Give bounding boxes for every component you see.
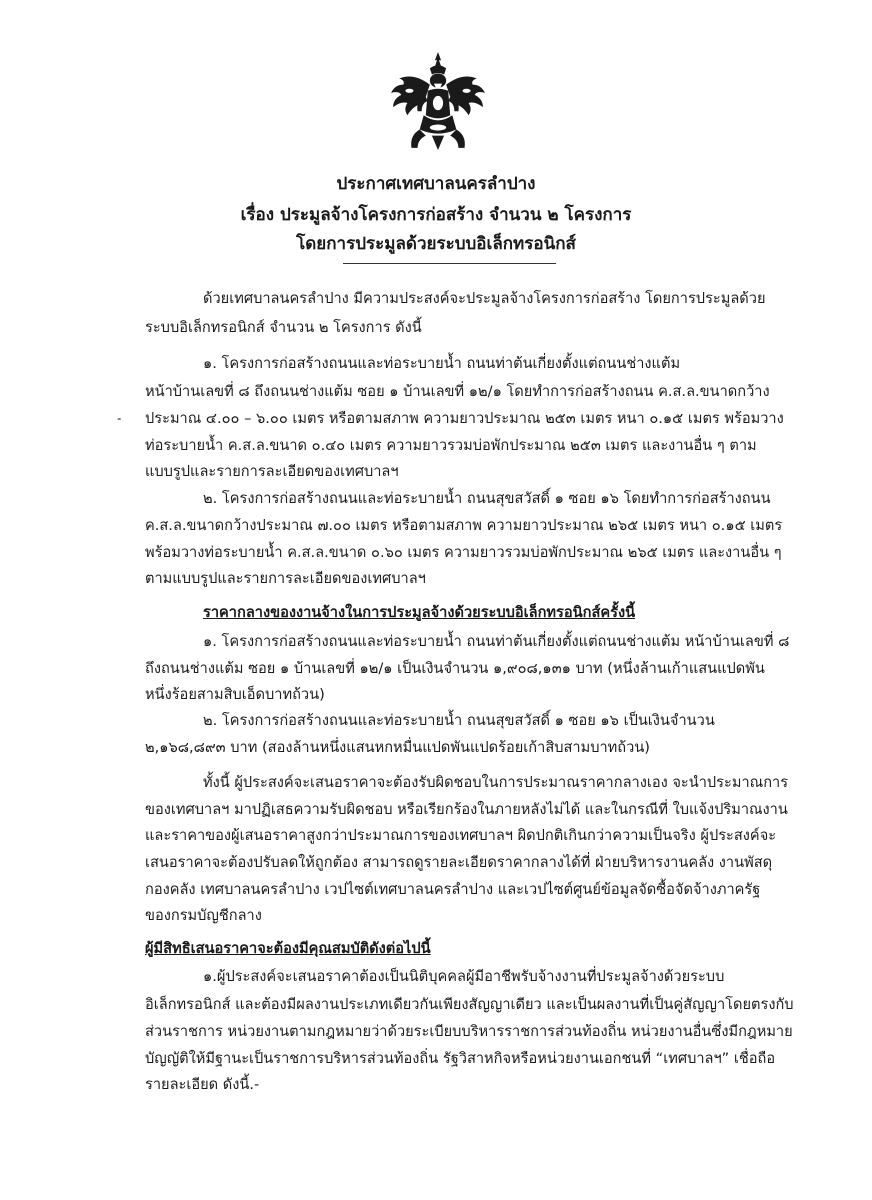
project-1-line: ท่อระบายน้ำ ค.ส.ล.ขนาด ๐.๔๐ เมตร ความยาวรวมบ่อพักประมาณ ๒๕๓ เมตร และงานอื่น ๆ ตาม — [145, 437, 757, 454]
disclaimer-line: ของกรมบัญชีกลาง — [145, 907, 262, 924]
intro-line: ด้วยเทศบาลนครลำปาง มีความประสงค์จะประมูลจ้างโครงการก่อสร้าง โดยการประมูลด้วย — [203, 290, 766, 307]
price-2-line: ๒. โครงการก่อสร้างถนนและท่อระบายน้ำ ถนนสุขสวัสดิ์ ๑ ซอย ๑๖ เป็นเงินจำนวน — [203, 712, 715, 729]
announcement-title: ประกาศเทศบาลนครลำปาง — [336, 174, 536, 194]
disclaimer-line: กองคลัง เทศบาลนครลำปาง เวปไซต์เทศบาลนครลำปาง และเวปไซต์ศูนย์ข้อมูลจัดซื้อจัดจ้างภาครัฐ — [145, 881, 761, 898]
price-heading: ราคากลางของงานจ้างในการประมูลจ้างด้วยระบบอิเล็กทรอนิกส์ครั้งนี้ — [203, 604, 636, 621]
qualification-line: รายละเอียด ดังนี้.- — [145, 1076, 260, 1093]
header-divider — [343, 263, 556, 264]
announcement-method: โดยการประมูลด้วยระบบอิเล็กทรอนิกส์ — [296, 234, 576, 254]
project-1-line: ประมาณ ๔.๐๐ – ๖.๐๐ เมตร หรือตามสภาพ ความยาวประมาณ ๒๕๓ เมตร หนา ๐.๑๕ เมตร พร้อมวาง — [145, 410, 784, 427]
intro-line: ระบบอิเล็กทรอนิกส์ จำนวน ๒ โครงการ ดังนี้ — [145, 319, 422, 336]
price-1-line: ๑. โครงการก่อสร้างถนนและท่อระบายน้ำ ถนนท่าต้นเกี่ยงตั้งแต่ถนนช่างแต้ม หน้าบ้านเลขที่ ๘ — [203, 633, 790, 650]
garuda-emblem-icon — [387, 50, 489, 152]
price-1-line: ถึงถนนช่างแต้ม ซอย ๑ บ้านเลขที่ ๑๒/๑ เป็นเงินจำนวน ๑,๙๐๘,๑๓๑ บาท (หนึ่งล้านเก้าแสนแปดพัน — [145, 660, 765, 677]
project-2-line: พร้อมวางท่อระบายน้ำ ค.ส.ล.ขนาด ๐.๖๐ เมตร ความยาวรวมบ่อพักประมาณ ๒๖๕ เมตร และงานอื่น ๆ — [145, 544, 782, 561]
disclaimer-line: และราคาของผู้เสนอราคาสูงกว่าประมาณการของเทศบาลฯ ผิดปกติเกินกว่าความเป็นจริง ผู้ประสงค์จะ — [145, 827, 777, 844]
project-1-line: แบบรูปและรายการละเอียดของเทศบาลฯ — [145, 463, 399, 480]
announcement-subject: เรื่อง ประมูลจ้างโครงการก่อสร้าง จำนวน ๒ โครงการ — [240, 205, 632, 225]
qualification-heading: ผู้มีสิทธิเสนอราคาจะต้องมีคุณสมบัติดังต่อไปนี้ — [145, 940, 431, 957]
qualification-line: ส่วนราชการ หน่วยงานตามกฎหมายว่าด้วยระเบียบบริหารราชการส่วนท้องถิ่น หน่วยงานอื่นซึ่งมีกฎหมาย — [145, 1023, 793, 1040]
margin-mark: ˗ — [117, 411, 122, 427]
project-1-line: หน้าบ้านเลขที่ ๘ ถึงถนนช่างแต้ม ซอย ๑ บ้านเลขที่ ๑๒/๑ โดยทำการก่อสร้างถนน ค.ส.ล.ขนาดกว้าง — [145, 383, 770, 400]
project-2-line: ตามแบบรูปและรายการละเอียดของเทศบาลฯ — [145, 570, 426, 587]
qualification-line: ๑.ผู้ประสงค์จะเสนอราคาต้องเป็นนิติบุคคลผู้มีอาชีพรับจ้างงานที่ประมูลจ้างด้วยระบบ — [203, 968, 725, 985]
disclaimer-line: ทั้งนี้ ผู้ประสงค์จะเสนอราคาจะต้องรับผิดชอบในการประมาณราคากลางเอง จะนำประมาณการ — [203, 774, 789, 791]
price-2-line: ๒,๑๖๘,๘๙๓ บาท (สองล้านหนึ่งแสนหกหมื่นแปดพันแปดร้อยเก้าสิบสามบาทถ้วน) — [145, 739, 650, 756]
qualification-line: บัญญัติให้มีฐานะเป็นราชการบริหารส่วนท้องถิ่น รัฐวิสาหกิจหรือหน่วยงานเอกชนที่ “เทศบาลฯ” เชื่อถือ — [145, 1050, 776, 1067]
disclaimer-line: เสนอราคาจะต้องปรับลดให้ถูกต้อง สามารถดูรายละเอียดราคากลางได้ที่ ฝ่ายบริหารงานคลัง งานพัสดุ — [145, 854, 773, 871]
price-1-line: หนึ่งร้อยสามสิบเอ็ดบาทถ้วน) — [145, 686, 325, 703]
project-1-line: ๑. โครงการก่อสร้างถนนและท่อระบายน้ำ ถนนท่าต้นเกี่ยงตั้งแต่ถนนช่างแต้ม — [203, 355, 681, 372]
disclaimer-line: ของเทศบาลฯ มาปฏิเสธความรับผิดชอบ หรือเรียกร้องในภายหลังไม่ได้ และในกรณีที่ ใบแจ้งปริมาณงาน — [145, 801, 788, 818]
qualification-line: อิเล็กทรอนิกส์ และต้องมีผลงานประเภทเดียวกันเพียงสัญญาเดียว และเป็นผลงานที่เป็นคู่สัญญาโดยตรงกับ — [145, 996, 794, 1013]
project-2-line: ค.ส.ล.ขนาดกว้างประมาณ ๗.๐๐ เมตร หรือตามสภาพ ความยาวประมาณ ๒๖๕ เมตร หนา ๐.๑๕ เมตร — [145, 517, 783, 534]
project-2-line: ๒. โครงการก่อสร้างถนนและท่อระบายน้ำ ถนนสุขสวัสดิ์ ๑ ซอย ๑๖ โดยทำการก่อสร้างถนน — [203, 490, 771, 507]
